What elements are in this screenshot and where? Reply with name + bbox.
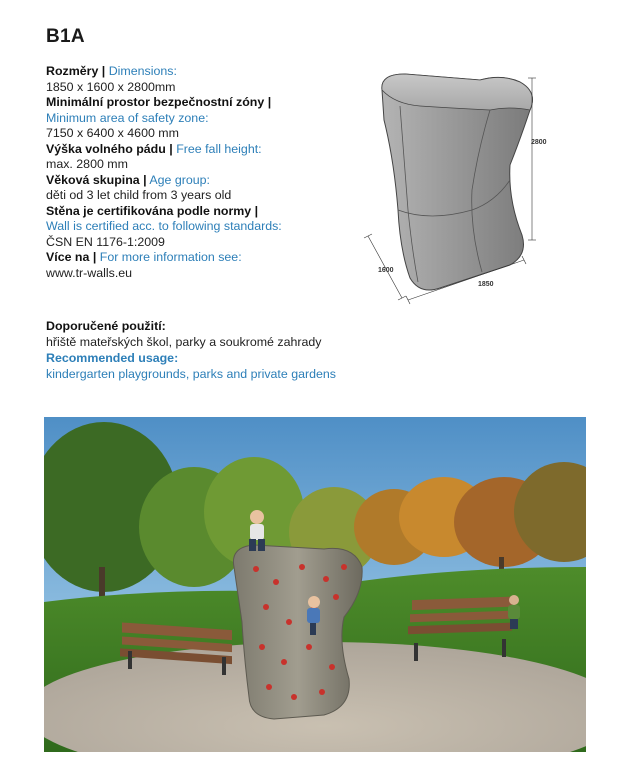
dimension-diagram xyxy=(360,60,590,310)
spec-label-en: Age group: xyxy=(149,172,210,187)
wall-3d-model xyxy=(382,74,533,290)
spec-label-cz: Věková skupina xyxy=(46,172,140,187)
spec-age-group-value: děti od 3 let child from 3 years old xyxy=(46,188,232,202)
spec-certification-value: ČSN EN 1176-1:2009 xyxy=(46,234,165,249)
spec-dimensions-value: 1850 x 1600 x 2800mm xyxy=(46,79,176,94)
spec-label-cz: Více na xyxy=(46,250,90,264)
depth-label: 1600 xyxy=(378,267,394,274)
separator: | xyxy=(101,64,106,78)
separator: | xyxy=(254,203,259,218)
spec-label-en: For more information see: xyxy=(99,250,242,264)
spec-dimensions-heading xyxy=(46,64,366,80)
spec-certification-heading xyxy=(46,204,366,220)
usage-heading-en: Recommended usage: xyxy=(46,351,179,365)
spec-label-en: Free fall height: xyxy=(176,141,262,156)
spec-label-cz: Výška volného pádu xyxy=(46,141,166,156)
separator: | xyxy=(169,141,173,156)
spec-more-info-heading xyxy=(46,250,366,266)
spec-fall-height-value: max. 2800 mm xyxy=(46,157,128,171)
separator: | xyxy=(143,172,147,187)
spec-label-cz: Minimální prostor bezpečnostní zóny xyxy=(46,95,265,109)
park-photo xyxy=(44,417,586,752)
spec-age-group-heading xyxy=(46,173,366,189)
separator: | xyxy=(267,95,272,109)
spec-safety-zone-heading xyxy=(46,95,366,111)
spec-label-cz: Rozměry xyxy=(46,64,99,78)
spec-label-en: Wall is certified acc. to following standards: xyxy=(46,219,282,233)
height-label: 2800 xyxy=(531,139,547,146)
website-link[interactable]: www.tr-walls.eu xyxy=(46,265,133,280)
width-label: 1850 xyxy=(478,281,494,288)
separator: | xyxy=(92,250,97,264)
specifications xyxy=(46,64,366,281)
recommended-usage xyxy=(46,318,336,382)
usage-heading-cz: Doporučené použití: xyxy=(46,319,166,333)
usage-text-cz: hřiště mateřských škol, parky a soukromé zahrady xyxy=(46,335,322,349)
spec-label-cz: Stěna je certifikována podle normy xyxy=(46,203,252,218)
spec-fall-height-heading xyxy=(46,142,366,158)
usage-text-en: kindergarten playgrounds, parks and private gardens xyxy=(46,367,336,381)
product-title: B1A xyxy=(46,26,85,47)
spec-safety-zone-value: 7150 x 6400 x 4600 mm xyxy=(46,126,179,140)
spec-label-en: Dimensions: xyxy=(108,64,177,78)
spec-label-en: Minimum area of safety zone: xyxy=(46,110,209,125)
